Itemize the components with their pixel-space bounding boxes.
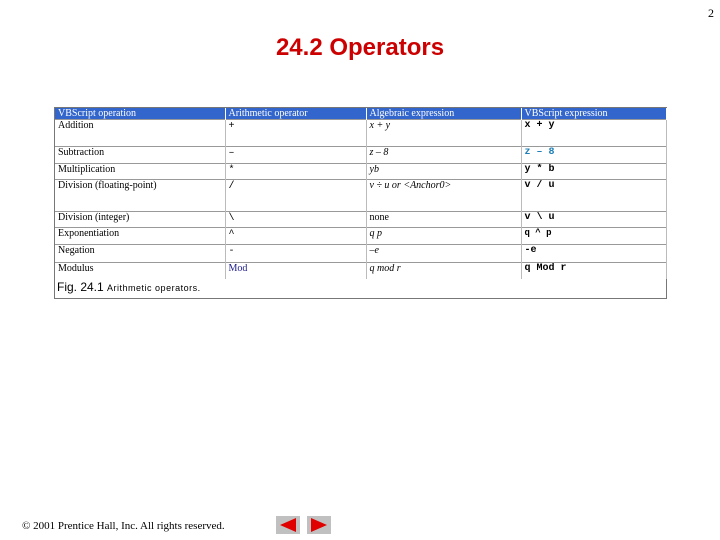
table-row [55,212,666,228]
operation-cell: Exponentiation [55,228,225,245]
slide-title: 24.2 Operators [275,34,445,61]
vbscript-cell: v / u [521,180,666,212]
table-row [55,120,666,147]
operation-cell: Division (integer) [55,212,225,228]
vbscript-cell: x + y [521,120,666,147]
operator-cell: / [225,180,366,212]
vbscript-cell: q ^ p [521,228,666,245]
algebraic-cell: q mod r [366,263,521,279]
operator-cell: \ [225,212,366,228]
operator-cell: Mod [225,263,366,279]
operators-figure [54,107,667,299]
operator-cell: + [225,120,366,147]
table-row [55,245,666,263]
vbscript-cell: z – 8 [521,147,666,164]
algebraic-cell: x + y [366,120,521,147]
operation-cell: Subtraction [55,147,225,164]
operation-cell: Modulus [55,263,225,279]
header-algebraic-expression: Algebraic expression [366,108,521,120]
table-row [55,263,666,279]
algebraic-cell: –e [366,245,521,263]
vbscript-cell: y * b [521,164,666,180]
operation-cell: Division (floating-point) [55,180,225,212]
algebraic-cell: q p [366,228,521,245]
algebraic-cell: z – 8 [366,147,521,164]
page-number: 2 [708,6,714,20]
operation-cell: Negation [55,245,225,263]
table-row [55,180,666,212]
operator-cell: – [225,147,366,164]
algebraic-cell: v ÷ u or <Anchor0> [366,180,521,212]
copyright-footer: © 2001 Prentice Hall, Inc. All rights reserved. [22,520,225,532]
figure-caption [57,280,201,294]
algebraic-cell: none [366,212,521,228]
header-vbscript-operation: VBScript operation [55,108,225,120]
operation-cell: Addition [55,120,225,147]
figure-number: Fig. 24.1 [57,280,104,294]
next-slide-button[interactable] [307,516,331,534]
algebraic-cell: yb [366,164,521,180]
vbscript-cell: -e [521,245,666,263]
table-header-row [55,108,666,120]
operation-cell: Multiplication [55,164,225,180]
table-row [55,164,666,180]
header-arithmetic-operator: Arithmetic operator [225,108,366,120]
table-row [55,147,666,164]
vbscript-cell: v \ u [521,212,666,228]
figure-caption-text: Arithmetic operators. [107,283,201,293]
previous-slide-button[interactable] [276,516,300,534]
operators-table [55,108,667,279]
operator-cell: * [225,164,366,180]
operator-cell: ^ [225,228,366,245]
table-row [55,228,666,245]
header-vbscript-expression: VBScript expression [521,108,666,120]
vbscript-cell: q Mod r [521,263,666,279]
operator-cell: - [225,245,366,263]
